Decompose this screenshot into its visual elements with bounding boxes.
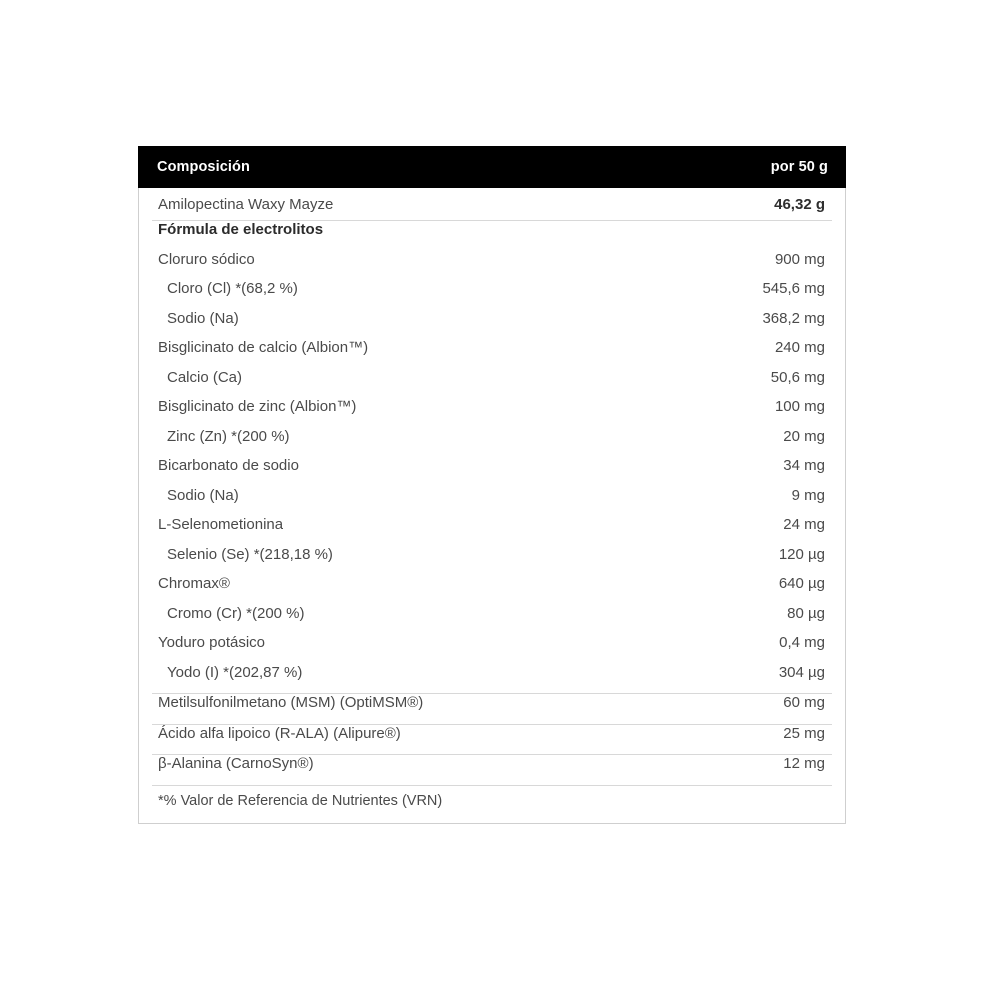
row-value: 50,6 mg [770,368,825,386]
row-label: Yodo (I) *(202,87 %) [167,663,303,681]
row-value: 120 µg [778,545,825,563]
table-row [139,516,845,546]
row-value: 24 mg [783,516,825,533]
row-label: Ácido alfa lipoico (R-ALA) (Alipure®) [158,724,401,742]
table-row [139,310,845,340]
row-label: Calcio (Ca) [167,368,243,386]
table-row [139,634,845,664]
row-label: Fórmula de electrolitos [158,221,324,238]
table-row [139,487,845,517]
row-label: Selenio (Se) *(218,18 %) [167,545,333,563]
table-row [139,369,845,399]
row-label: β-Alanina (CarnoSyn®) [158,755,314,772]
table-row-subheading [139,221,845,251]
row-value: 368,2 mg [762,309,825,327]
row-value: 12 mg [783,755,825,772]
row-label: Metilsulfonilmetano (MSM) (OptiMSM®) [158,694,424,711]
table-body [138,188,846,824]
row-value: 34 mg [783,457,825,474]
table-header-serving-label: por 50 g [770,159,828,175]
row-value: 304 µg [778,663,825,681]
row-value: 46,32 g [774,195,825,213]
row-label: Cloruro sódico [158,250,255,268]
row-value: 9 mg [791,486,825,504]
table-row [139,280,845,310]
table-row [139,605,845,635]
row-label: Bisglicinato de zinc (Albion™) [158,398,357,415]
row-label: Bisglicinato de calcio (Albion™) [158,339,369,356]
row-value: 80 µg [787,604,825,622]
row-label: L-Selenometionina [158,516,284,533]
table-row [139,188,845,220]
table-row [139,339,845,369]
row-value: 240 mg [774,339,825,356]
row-value: 60 mg [783,694,825,711]
table-row [139,251,845,281]
row-value: 545,6 mg [762,280,825,297]
nutrition-composition-card [138,146,846,824]
row-value: 100 mg [774,398,825,415]
row-value: 20 mg [783,427,825,445]
row-label: Amilopectina Waxy Mayze [158,195,334,213]
table-row [139,457,845,487]
row-label: Cloro (Cl) *(68,2 %) [167,280,298,297]
row-label: Sodio (Na) [167,309,239,327]
row-label: Sodio (Na) [167,486,239,504]
row-label: Yoduro potásico [158,634,266,651]
table-row [139,694,845,724]
table-row [139,428,845,458]
row-label: Zinc (Zn) *(200 %) [167,427,290,445]
row-label: Chromax® [158,575,230,592]
row-value: 640 µg [778,575,825,592]
row-label: Bicarbonato de sodio [158,457,299,474]
table-row [139,546,845,576]
table-row [139,725,845,755]
table-row [139,398,845,428]
table-header-composition-label: Composición [157,159,250,175]
row-label: Cromo (Cr) *(200 %) [167,604,305,622]
table-header [138,146,846,188]
table-row [139,755,845,785]
table-row [139,575,845,605]
row-value: 900 mg [774,250,825,268]
row-value: 0,4 mg [779,634,825,651]
table-row [139,664,845,694]
vrn-footnote: *% Valor de Referencia de Nutrientes (VRN) [158,792,443,809]
row-value: 25 mg [783,724,825,742]
